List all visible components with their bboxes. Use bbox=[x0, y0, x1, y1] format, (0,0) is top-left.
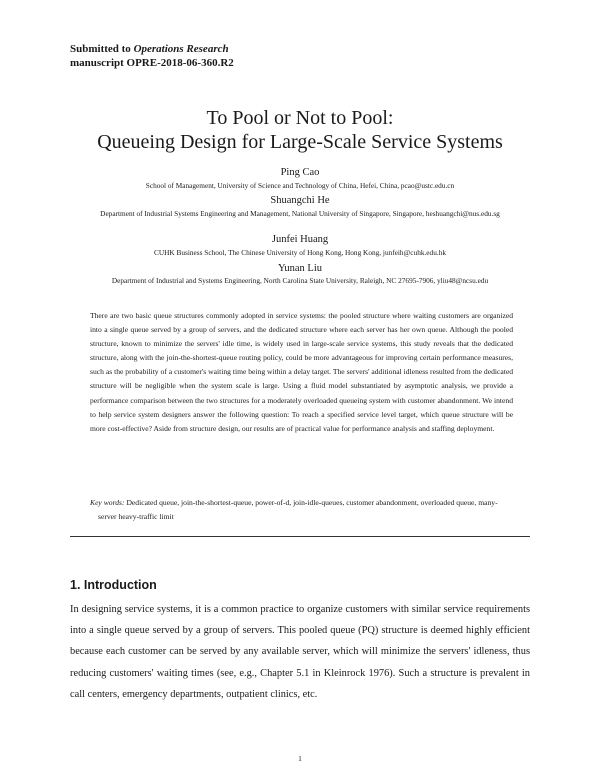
keywords-label: Key words: bbox=[90, 498, 125, 507]
author-affiliation: CUHK Business School, The Chinese University of Hong Kong, Hong Kong, junfeih@cuhk.edu.hk bbox=[154, 248, 446, 257]
author-affiliation: Department of Industrial and Systems Engineering, North Carolina State University, Raleigh, NC 27695-7906, yliu48@ncsu.edu bbox=[111, 276, 489, 285]
paper-title-line1: To Pool or Not to Pool: bbox=[206, 107, 394, 129]
author-name: Junfei Huang bbox=[271, 234, 329, 245]
section-heading: 1. Introduction bbox=[70, 578, 157, 592]
journal-header bbox=[70, 43, 229, 56]
author-name: Ping Cao bbox=[280, 167, 320, 178]
author-name: Yunan Liu bbox=[277, 263, 323, 274]
keywords-text: Dedicated queue, join-the-shortest-queue, power-of-d, join-idle-queues, customer abandonment, overloaded queue, many-server heavy-traffic limit bbox=[98, 498, 498, 521]
paper-title-line2: Queueing Design for Large-Scale Service Systems bbox=[97, 131, 503, 153]
divider bbox=[70, 536, 530, 537]
keywords bbox=[90, 496, 513, 524]
author-affiliation: School of Management, University of Science and Technology of China, Hefei, China, pcao@ustc.edu.cn bbox=[145, 181, 455, 190]
author-affiliation: Department of Industrial Systems Engineering and Management, National University of Singapore, Singapore, heshuangchi@nus.edu.sg bbox=[100, 209, 500, 218]
header-prefix: Submitted to bbox=[70, 43, 134, 55]
journal-name: Operations Research bbox=[133, 43, 229, 55]
introduction-paragraph: In designing service systems, it is a common practice to organize customers with similar service requirements into a single queue served by a group of servers. This pooled queue (PQ) structure is deemed highly efficient because each customer can be served by any available server, which will minimize the servers' idleness, thus reducing customers' waiting times (see, e.g., Chapter 5.1 in Kleinrock 1976). Such a structure is prevalent in call centers, emergency departments, outpatient clinics, etc. bbox=[70, 604, 530, 700]
page-number: 1 bbox=[298, 754, 302, 763]
abstract: There are two basic queue structures commonly adopted in service systems: the pooled structure where waiting customers are organized into a single queue served by a group of servers, and the dedicated structure where each server has her own queue. Although the pooled structure, known to minimize the servers' idle time, is widely used in large-scale service systems, this study reveals that the dedicated structure, along with the join-the-shortest-queue routing policy, could be more advantageous for improving certain performance measures, such as the probability of a customer's waiting time being within a delay target. The servers' additional idleness resulted from the dedicated structure will be negligible when the system scale is large. Using a fluid model substantiated by asymptotic analysis, we provide a performance comparison between the two structures for a moderately overloaded queueing system with customer abandonment. We intend to help service system designers answer the following question: To reach a specified service level target, which queue structure will be more cost-effective? Aside from structure design, our results are of practical value for performance analysis and staffing deployment. bbox=[90, 311, 513, 433]
manuscript-id: manuscript OPRE-2018-06-360.R2 bbox=[70, 57, 234, 69]
author-name: Shuangchi He bbox=[270, 195, 330, 206]
